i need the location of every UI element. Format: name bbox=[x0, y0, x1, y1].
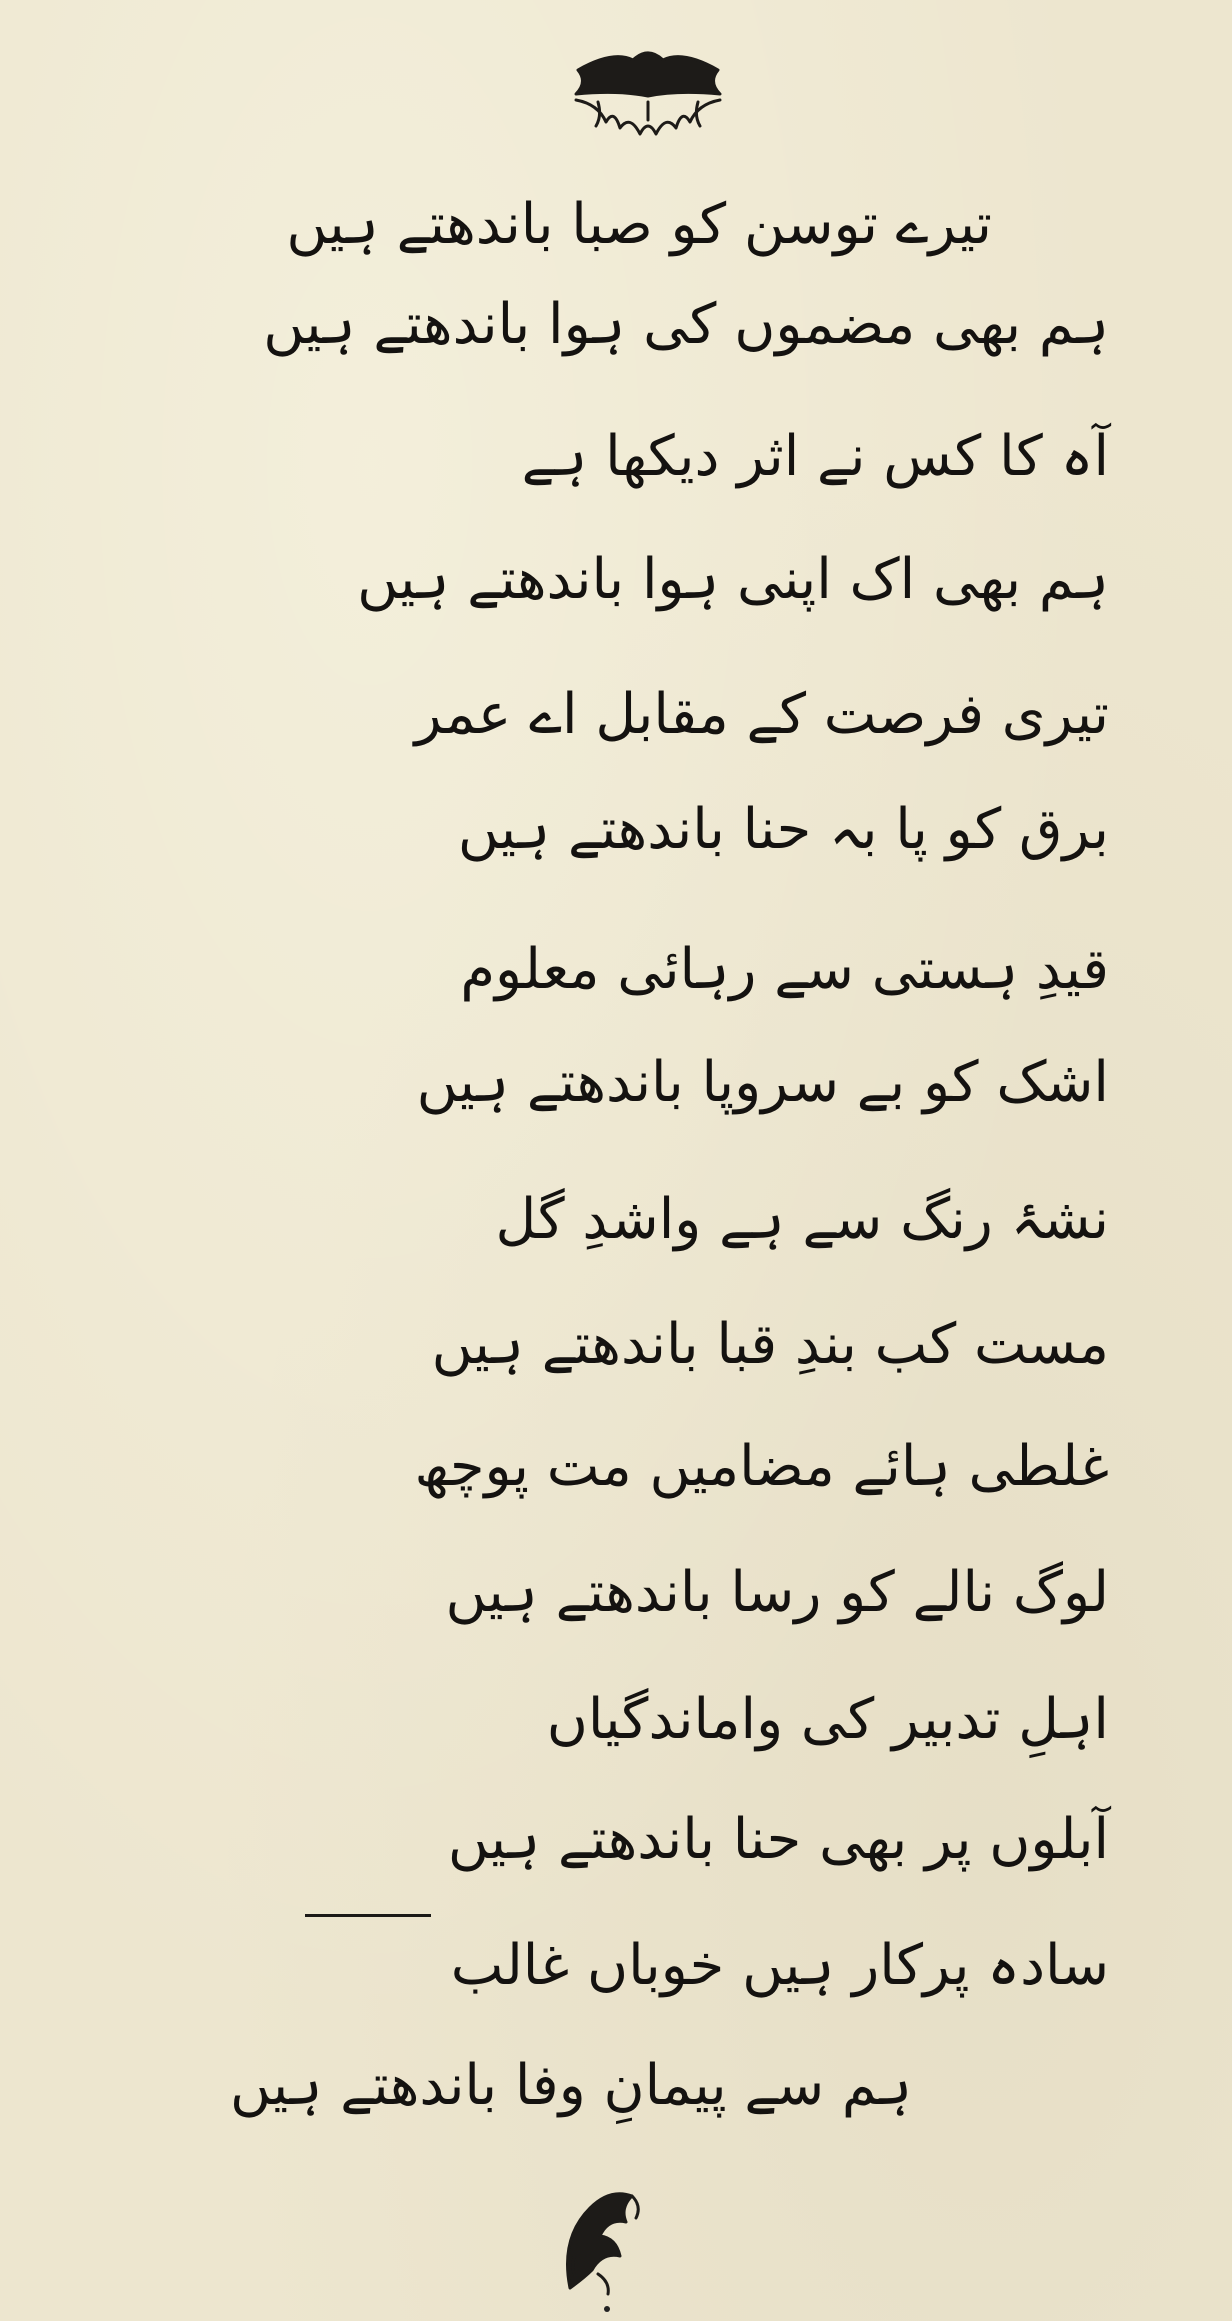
page-mark bbox=[604, 2306, 610, 2312]
poem-line-11: غلطی ہائے مضامیں مت پوچھ bbox=[414, 1434, 1109, 1499]
poem-line-14: آبلوں پر بھی حنا باندھتے ہیں bbox=[447, 1807, 1109, 1872]
poem-line-7: قیدِ ہستی سے رہائی معلوم bbox=[460, 937, 1109, 1002]
poem-line-6: برق کو پا بہ حنا باندھتے ہیں bbox=[457, 797, 1109, 862]
poem-line-4: ہم بھی اک اپنی ہوا باندھتے ہیں bbox=[357, 547, 1109, 612]
poem-line-2: ہم بھی مضموں کی ہوا باندھتے ہیں bbox=[263, 292, 1109, 357]
name-overline bbox=[305, 1914, 431, 1917]
poem-line-5: تیری فرصت کے مقابل اے عمر bbox=[414, 682, 1109, 747]
poem-line-13: اہلِ تدبیر کی واماندگیاں bbox=[546, 1687, 1109, 1752]
poem-line-1: تیرے توسن کو صبا باندھتے ہیں bbox=[286, 192, 992, 257]
poem-line-8: اشک کو بے سروپا باندھتے ہیں bbox=[416, 1050, 1109, 1115]
poem-line-9: نشۂ رنگ سے ہے واشدِ گل bbox=[495, 1187, 1109, 1252]
floral-ornament-icon bbox=[550, 2178, 650, 2298]
poem-line-10: مست کب بندِ قبا باندھتے ہیں bbox=[431, 1312, 1109, 1377]
poem-line-3: آہ کا کس نے اثر دیکھا ہے bbox=[521, 424, 1109, 489]
poem-line-12: لوگ نالے کو رسا باندھتے ہیں bbox=[445, 1560, 1109, 1625]
poem-line-16: ہم سے پیمانِ وفا باندھتے ہیں bbox=[230, 2053, 912, 2118]
poem-line-15: سادہ پرکار ہیں خوباں غالب bbox=[450, 1933, 1109, 1998]
